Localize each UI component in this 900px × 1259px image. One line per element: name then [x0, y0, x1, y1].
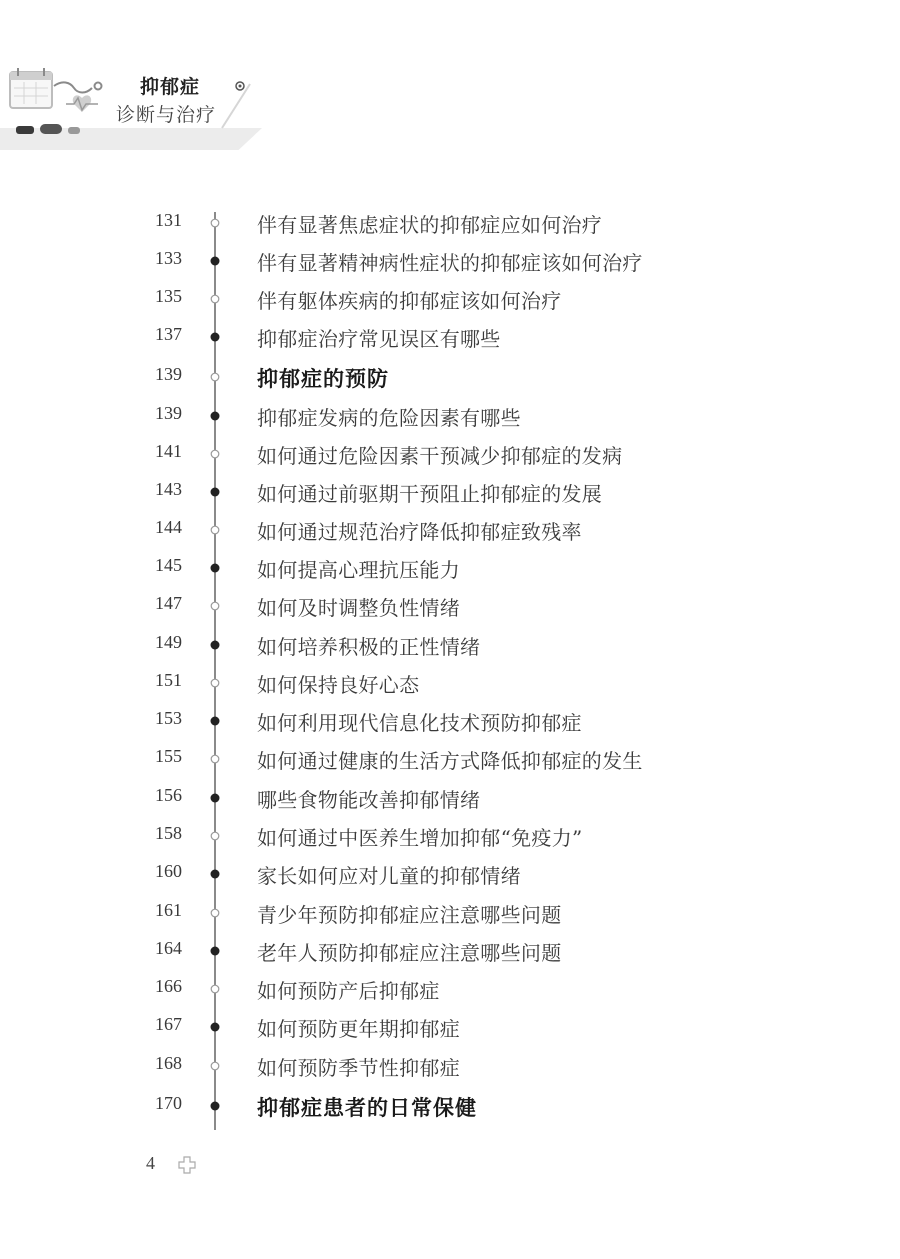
page-number: 4 [146, 1153, 155, 1173]
toc-entry-title: 抑郁症患者的日常保健 [257, 1096, 477, 1120]
toc-entry[interactable] [0, 318, 900, 356]
toc-entry-title: 如何保持良好心态 [257, 673, 420, 697]
toc-page-number: 145 [155, 555, 182, 575]
toc-entry-title: 如何提高心理抗压能力 [257, 558, 460, 582]
open-dot-icon [209, 907, 221, 919]
toc-section-heading[interactable] [0, 358, 900, 396]
open-dot-icon [209, 1060, 221, 1072]
toc-entry[interactable] [0, 435, 900, 473]
toc-page-number: 161 [155, 900, 182, 920]
toc-entry[interactable] [0, 702, 900, 740]
toc-page-number: 131 [155, 210, 182, 230]
toc-entry-title: 抑郁症治疗常见误区有哪些 [257, 327, 501, 351]
open-dot-icon [209, 524, 221, 536]
toc-entry-title: 如何预防更年期抑郁症 [257, 1017, 460, 1041]
book-title: 抑郁症 [140, 76, 201, 98]
filled-dot-icon [209, 410, 221, 422]
open-dot-icon [209, 753, 221, 765]
toc-page-number: 166 [155, 976, 182, 996]
toc-page-number: 153 [155, 708, 182, 728]
toc-entry-title: 如何通过健康的生活方式降低抑郁症的发生 [257, 749, 643, 773]
toc-page-number: 156 [155, 785, 182, 805]
toc-page-number: 155 [155, 746, 182, 766]
toc-entry-title: 伴有显著精神病性症状的抑郁症该如何治疗 [257, 251, 643, 275]
toc-entry[interactable] [0, 204, 900, 242]
toc-entry-title: 如何培养积极的正性情绪 [257, 635, 481, 659]
toc-entry-title: 抑郁症的预防 [257, 367, 389, 391]
toc-entry[interactable] [0, 280, 900, 318]
toc-page-number: 160 [155, 861, 182, 881]
toc-page-number: 158 [155, 823, 182, 843]
filled-dot-icon [209, 945, 221, 957]
toc-entry[interactable] [0, 970, 900, 1008]
toc-entry-title: 如何通过中医养生增加抑郁“免疫力” [257, 826, 583, 850]
toc-page-number: 164 [155, 938, 182, 958]
toc-page-number: 139 [155, 364, 182, 384]
toc-section-heading[interactable] [0, 1087, 900, 1125]
toc-entry[interactable] [0, 1047, 900, 1085]
toc-page-number: 149 [155, 632, 182, 652]
open-dot-icon [209, 830, 221, 842]
toc-page-number: 144 [155, 517, 182, 537]
filled-dot-icon [209, 255, 221, 267]
filled-dot-icon [209, 639, 221, 651]
toc-entry[interactable] [0, 549, 900, 587]
toc-page-number: 139 [155, 403, 182, 423]
toc-entry-title: 如何通过危险因素干预减少抑郁症的发病 [257, 444, 623, 468]
toc-page-number: 137 [155, 324, 182, 344]
toc-entry-title: 伴有显著焦虑症状的抑郁症应如何治疗 [257, 213, 603, 237]
toc-entry[interactable] [0, 473, 900, 511]
filled-dot-icon [209, 715, 221, 727]
toc-page-number: 135 [155, 286, 182, 306]
toc-entry-title: 抑郁症发病的危险因素有哪些 [257, 406, 521, 430]
open-dot-icon [209, 293, 221, 305]
toc-entry-title: 哪些食物能改善抑郁情绪 [257, 788, 481, 812]
toc-entry-title: 如何及时调整负性情绪 [257, 596, 460, 620]
toc-entry-title: 青少年预防抑郁症应注意哪些问题 [257, 903, 562, 927]
toc-page-number: 168 [155, 1053, 182, 1073]
toc-entry[interactable] [0, 1008, 900, 1046]
filled-dot-icon [209, 331, 221, 343]
toc-entry[interactable] [0, 894, 900, 932]
toc-entry[interactable] [0, 664, 900, 702]
toc-page-number: 167 [155, 1014, 182, 1034]
toc-entry[interactable] [0, 587, 900, 625]
toc-entry[interactable] [0, 397, 900, 435]
toc-entry[interactable] [0, 511, 900, 549]
filled-dot-icon [209, 562, 221, 574]
cross-icon [178, 1156, 196, 1174]
toc-page-number: 143 [155, 479, 182, 499]
toc-page-number: 141 [155, 441, 182, 461]
filled-dot-icon [209, 868, 221, 880]
toc-entry[interactable] [0, 932, 900, 970]
toc-entry-title: 如何利用现代信息化技术预防抑郁症 [257, 711, 582, 735]
toc-page-number: 170 [155, 1093, 182, 1113]
toc-entry[interactable] [0, 626, 900, 664]
toc-entry-title: 如何预防季节性抑郁症 [257, 1056, 460, 1080]
open-dot-icon [209, 371, 221, 383]
open-dot-icon [209, 600, 221, 612]
filled-dot-icon [209, 792, 221, 804]
open-dot-icon [209, 677, 221, 689]
toc-entry[interactable] [0, 740, 900, 778]
toc-entry-title: 家长如何应对儿童的抑郁情绪 [257, 864, 521, 888]
toc-page-number: 147 [155, 593, 182, 613]
toc-entry[interactable] [0, 855, 900, 893]
toc-entry-title: 老年人预防抑郁症应注意哪些问题 [257, 941, 562, 965]
toc-page-number: 133 [155, 248, 182, 268]
toc-entry[interactable] [0, 779, 900, 817]
toc-entry-title: 如何通过规范治疗降低抑郁症致残率 [257, 520, 582, 544]
filled-dot-icon [209, 486, 221, 498]
book-subtitle: 诊断与治疗 [116, 104, 217, 126]
open-dot-icon [209, 983, 221, 995]
toc-entry-title: 如何预防产后抑郁症 [257, 979, 440, 1003]
toc-page-number: 151 [155, 670, 182, 690]
toc-entry[interactable] [0, 242, 900, 280]
filled-dot-icon [209, 1100, 221, 1112]
toc-entry[interactable] [0, 817, 900, 855]
open-dot-icon [209, 448, 221, 460]
toc-entry-title: 如何通过前驱期干预阻止抑郁症的发展 [257, 482, 603, 506]
toc-entry-title: 伴有躯体疾病的抑郁症该如何治疗 [257, 289, 562, 313]
open-dot-icon [209, 217, 221, 229]
filled-dot-icon [209, 1021, 221, 1033]
